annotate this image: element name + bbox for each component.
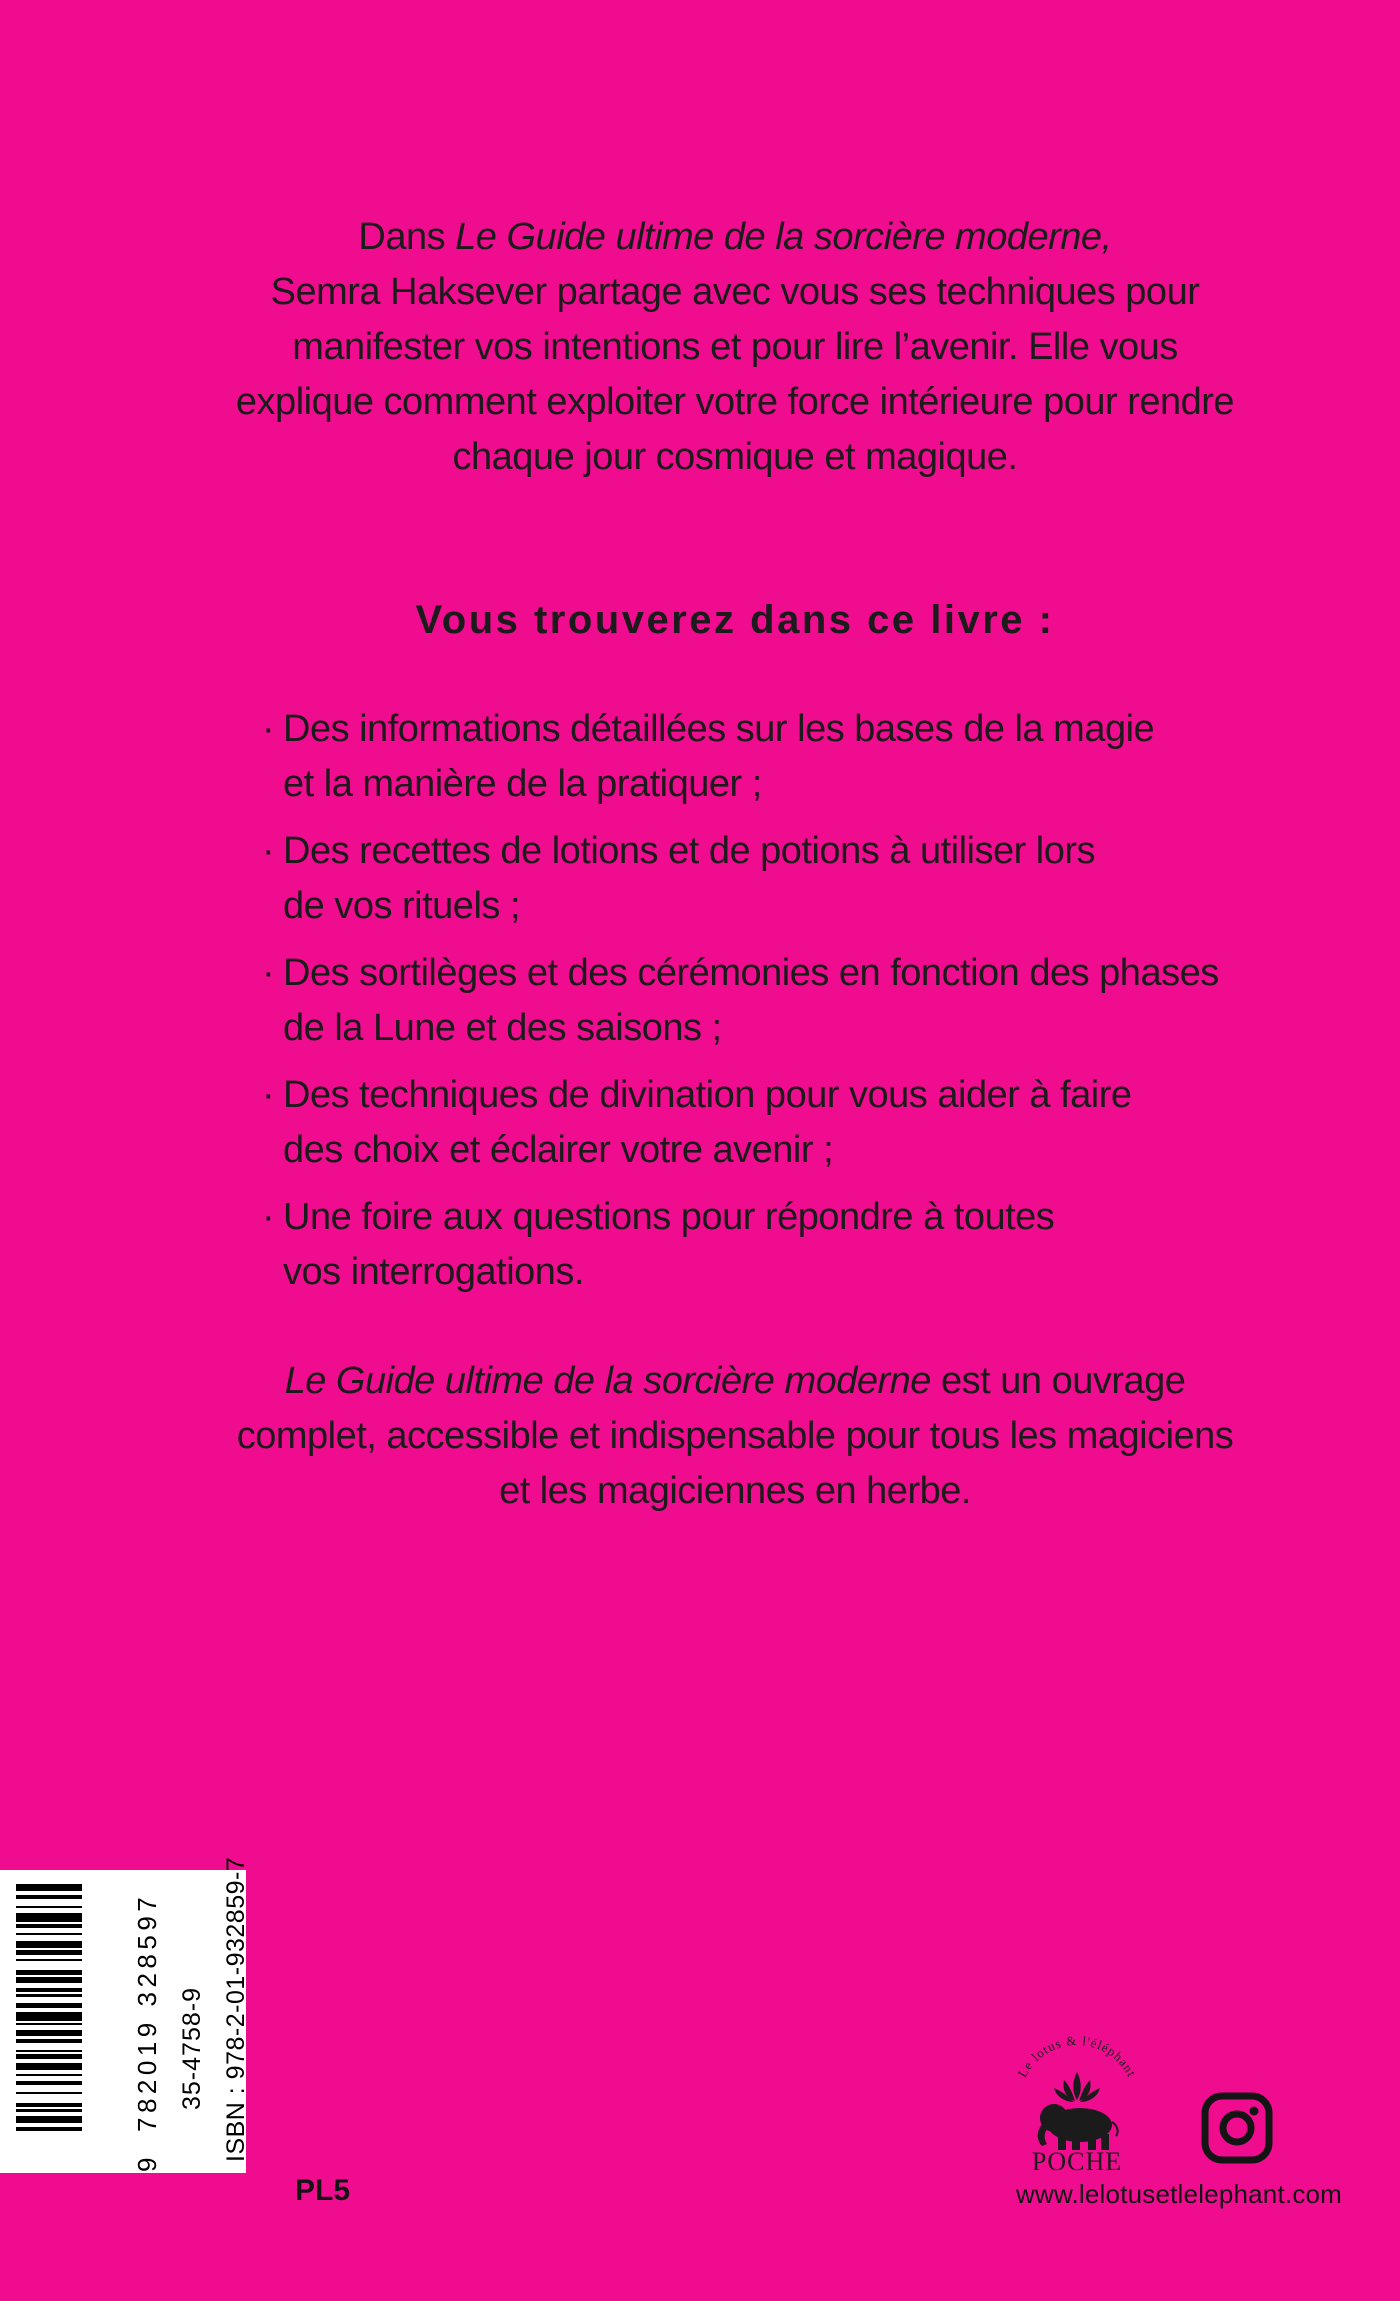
barcode-gap bbox=[16, 2085, 82, 2092]
list-item-line: Des sortilèges et des cérémonies en fonction des phases bbox=[283, 952, 1219, 994]
instagram-icon[interactable] bbox=[1201, 2092, 1273, 2164]
barcode-gap bbox=[16, 2043, 82, 2050]
list-item bbox=[262, 824, 1262, 934]
publisher-logo bbox=[1002, 2030, 1152, 2175]
lotus-elephant-icon bbox=[1002, 2030, 1152, 2175]
barcode-label bbox=[0, 1856, 250, 2173]
website-link[interactable]: www.lelotusetlelephant.com bbox=[1016, 2179, 1343, 2209]
intro-line: Semra Haksever partage avec vous ses techniques pour bbox=[270, 271, 1200, 313]
intro-line: chaque jour cosmique et magique. bbox=[452, 436, 1018, 478]
list-item-line: des choix et éclairer votre avenir ; bbox=[283, 1129, 834, 1171]
list-item bbox=[262, 1068, 1262, 1178]
intro-prefix: Dans bbox=[358, 216, 456, 258]
product-code: 35-4758-9 bbox=[178, 1987, 206, 2110]
list-item-line: de vos rituels ; bbox=[283, 885, 520, 927]
list-item-line: vos interrogations. bbox=[283, 1251, 584, 1293]
publisher-arc-text: Le lotus & l'éléphant bbox=[1014, 2032, 1140, 2080]
barcode-gap bbox=[16, 1961, 82, 1970]
barcode-gap bbox=[16, 2131, 82, 2133]
poche-label: POCHE bbox=[1031, 2147, 1123, 2175]
outro-line bbox=[230, 1354, 1240, 1409]
barcode-bar bbox=[16, 2116, 82, 2123]
list-item-line: Des informations détaillées sur les bases de la magie bbox=[283, 708, 1155, 750]
section-heading: Vous trouverez dans ce livre : bbox=[415, 598, 1055, 642]
closing-paragraph bbox=[230, 1354, 1240, 1519]
intro-line bbox=[230, 210, 1240, 265]
barcode-bar bbox=[16, 1941, 82, 1948]
bullet-marker: · bbox=[262, 1074, 275, 1116]
list-item-line: et la manière de la pratiquer ; bbox=[283, 763, 762, 805]
bullet-marker: · bbox=[262, 952, 275, 994]
book-title: Le Guide ultime de la sorcière moderne, bbox=[455, 216, 1112, 258]
list-item bbox=[262, 946, 1262, 1056]
barcode-bar bbox=[16, 2012, 82, 2021]
intro-line: manifester vos intentions et pour lire l’avenir. Elle vous bbox=[292, 326, 1178, 368]
instagram-glyph bbox=[1201, 2092, 1273, 2164]
list-item bbox=[262, 1190, 1262, 1300]
barcode-digits: 782019 328597 bbox=[132, 1892, 162, 2132]
barcode-bar bbox=[16, 1913, 82, 1922]
bullet-marker: · bbox=[262, 1196, 275, 1238]
barcode-gap bbox=[16, 1935, 82, 1942]
book-title: Le Guide ultime de la sorcière moderne bbox=[284, 1360, 931, 1402]
bullet-list bbox=[262, 702, 1262, 1312]
barcode-bar bbox=[16, 2030, 82, 2037]
list-item-line: Des recettes de lotions et de potions à utiliser lors bbox=[283, 830, 1096, 872]
intro-paragraph bbox=[230, 210, 1240, 485]
barcode-gap bbox=[16, 2094, 82, 2103]
list-item bbox=[262, 702, 1262, 812]
bullet-marker: · bbox=[262, 708, 275, 750]
bullet-marker: · bbox=[262, 830, 275, 872]
outro-suffix: est un ouvrage bbox=[930, 1360, 1186, 1402]
barcode-bar bbox=[16, 1977, 82, 1984]
barcode-bar bbox=[16, 2063, 82, 2070]
list-item-line: Une foire aux questions pour répondre à toutes bbox=[283, 1196, 1055, 1238]
barcode-gap bbox=[16, 1997, 82, 2004]
outro-line: et les magiciennes en herbe. bbox=[499, 1470, 971, 1512]
barcode bbox=[16, 1884, 82, 2134]
outro-line: complet, accessible et indispensable pour tous les magiciens bbox=[236, 1415, 1234, 1457]
barcode-first-digit: 9 bbox=[132, 2157, 162, 2172]
list-item-line: de la Lune et des saisons ; bbox=[283, 1007, 722, 1049]
isbn-text: ISBN : 978-2-01-932859-7 bbox=[222, 1856, 250, 2162]
list-item-line: Des techniques de divination pour vous aider à faire bbox=[283, 1074, 1132, 1116]
series-code: PL5 bbox=[295, 2174, 351, 2207]
barcode-bar bbox=[16, 1884, 82, 1891]
intro-line: explique comment exploiter votre force intérieure pour rendre bbox=[235, 381, 1235, 423]
barcode-gap bbox=[16, 1899, 82, 1906]
